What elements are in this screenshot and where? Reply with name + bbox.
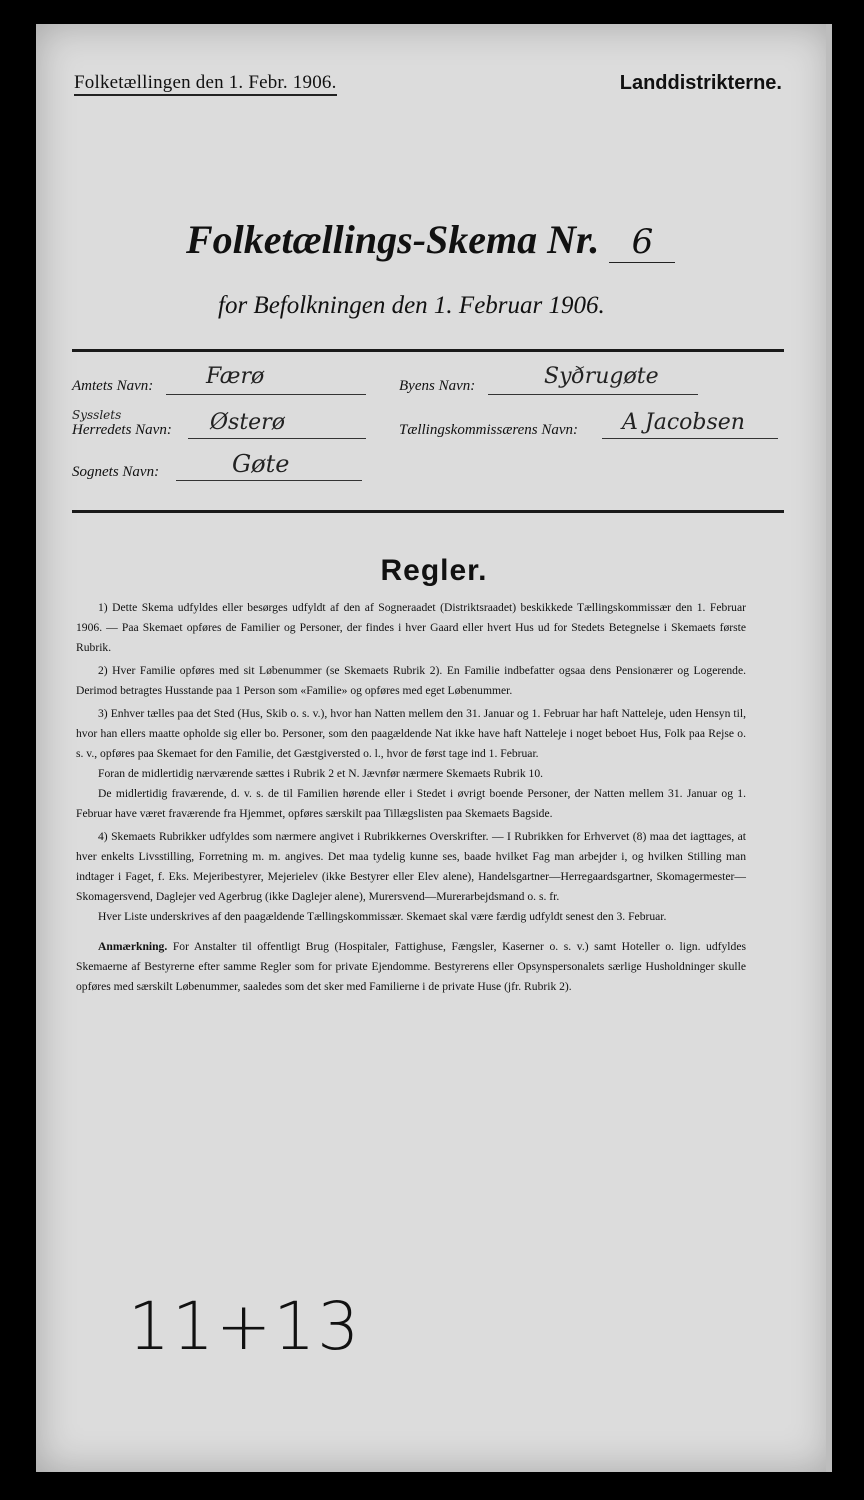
- kommissaer-line: [602, 438, 778, 439]
- rule-note-text: For Anstalter til offentligt Brug (Hospitaler, Fattighuse, Fængsler, Kaserner o. s. v.) samt Hoteller o. lign. udfyldes Skemaerne af Bestyrerne efter samme Regler som for private Ejendomme. Bestyrerens eller Opsynspersonalets særlige Husholdninger skulle opføres med særskilt Løbenummer, saaledes som det sker med Familierne i de private Huse (jfr. Rubrik 2).: [76, 940, 746, 993]
- sogn-line: [176, 480, 362, 481]
- by-label: Byens Navn:: [399, 378, 476, 394]
- rule-2: 2) Hver Familie opføres med sit Løbenummer (se Skemaets Rubrik 2). En Familie indbefatter ogsaa dens Pensionærer og Logerende. Derimod betragtes Husstande paa 1 Person som «Familie» og opføres med eget Løbenummer.: [76, 664, 746, 697]
- by-value: Syðrugøte: [544, 364, 659, 389]
- rule-note: [76, 937, 746, 997]
- header-left-text: Folketællingen den 1. Febr. 1906.: [74, 72, 337, 96]
- kommissaer-label: Tællingskommissærens Navn:: [399, 422, 579, 438]
- divider-bottom: [72, 510, 784, 513]
- by-line: [488, 394, 698, 395]
- form-title-text: Folketællings-Skema Nr.: [186, 217, 600, 262]
- divider-top: [72, 349, 784, 352]
- rule-3: 3) Enhver tælles paa det Sted (Hus, Skib o. s. v.), hvor han Natten mellem den 31. Januar og 1. Februar har haft Natteleje, uden Hensyn til, hvor han ellers maatte opholde sig eller bo. Personer, som den paagældende Nat ikke have haft Natteleje i noget beboet Hus, Folk paa Rejse o. s. v., opføres paa Skemaet for den Familie, det Gæstgiversted o. l., hvor de først tage ind 1. Februar.: [76, 707, 746, 760]
- form-title: [186, 216, 675, 263]
- amt-label: Amtets Navn:: [72, 378, 154, 394]
- herred-value: Østerø: [210, 410, 285, 435]
- rule-4b: Hver Liste underskrives af den paagældende Tællingskommissær. Skemaet skal være færdig udfyldt senest den 3. Februar.: [98, 910, 667, 923]
- herred-line: [188, 438, 366, 439]
- herred-correction: Sysslets: [72, 408, 122, 422]
- rule-note-label: Anmærkning.: [98, 940, 168, 953]
- header-district-type: Landdistrikterne.: [619, 72, 782, 94]
- header-census-date: [74, 72, 337, 94]
- form-subtitle: for Befolkningen den 1. Februar 1906.: [218, 292, 605, 319]
- census-form-page: [36, 24, 832, 1472]
- amt-value: Færø: [206, 364, 265, 389]
- sogn-label: Sognets Navn:: [72, 464, 160, 480]
- handwritten-count: 11+13: [128, 1288, 362, 1365]
- rule-3c: De midlertidig fraværende, d. v. s. de til Familien hørende eller i Stedet i øvrigt boende Personer, der Natten mellem 31. Januar og 1. Februar have været fraværende fra Hjemmet, opføres særskilt paa Tillægslisten paa Skemaets Bagside.: [76, 787, 746, 820]
- paper-edge: [826, 24, 832, 1472]
- amt-line: [166, 394, 366, 395]
- kommissaer-value: A Jacobsen: [622, 410, 745, 435]
- rule-4: 4) Skemaets Rubrikker udfyldes som nærmere angivet i Rubrikkernes Overskrifter. — I Rubrikken for Erhvervet (8) maa det iagttages, at hver enkelts Livsstilling, Forretning m. m. angives. Det maa tydelig kunne ses, baade hvilket Fag man arbejder i, og hvilken Stilling man indtager i Faget, f. Eks. Mejeribestyrer, Mejerielev (ikke Bestyrer eller Elev alene), Handelsgartner—Herregaardsgartner, Skomagermester—Skomagersvend, Daglejer ved Agerbrug (ikke Daglejer alene), Murersvend—Murerarbejdsmand o. s. fr.: [76, 830, 746, 903]
- rules-body: [76, 598, 746, 997]
- herred-label: Herredets Navn:: [72, 422, 172, 438]
- rule-3b: Foran de midlertidig nærværende sættes i Rubrik 2 et N. Jævnfør nærmere Skemaets Rubrik 10.: [98, 767, 544, 780]
- form-number: 6: [609, 222, 675, 263]
- rules-heading: Regler.: [380, 554, 488, 587]
- rule-1: 1) Dette Skema udfyldes eller besørges udfyldt af den af Sogneraadet (Distriktsraadet) beskikkede Tællingskommissær den 1. Februar 1906. — Paa Skemaet opføres de Familier og Personer, der findes i hver Gaard eller hvert Hus ud for Stedets Betegnelse i Skemaets første Rubrik.: [76, 601, 746, 654]
- sogn-value: Gøte: [232, 450, 290, 478]
